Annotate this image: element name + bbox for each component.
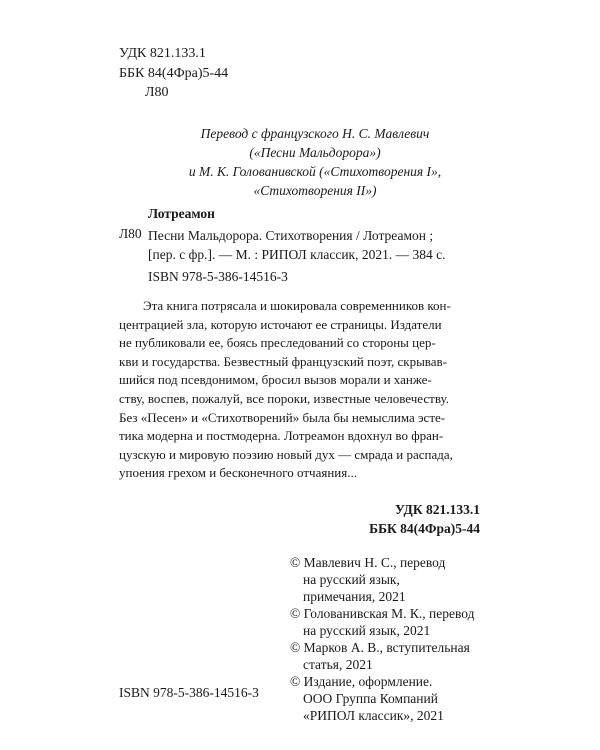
annotation-line: тика модерна и постмодерна. Лотреамон вдохнул во фран- (119, 428, 444, 444)
copyright-line: ООО Группа Компаний (303, 691, 438, 706)
annotation-line: шийся под псевдонимом, бросил вызов морали и ханже- (119, 372, 432, 388)
annotation (119, 297, 489, 483)
copyright-line: © Голованивская М. К., перевод (290, 606, 475, 621)
copyright-line: «РИПОЛ классик», 2021 (303, 708, 444, 723)
copyright-entry (290, 673, 490, 724)
author-name: Лотреамон (148, 206, 215, 221)
bibliographic-description (148, 226, 488, 264)
author-code: Л80 (119, 226, 142, 241)
copyright-line: © Издание, оформление. (290, 674, 433, 689)
header-classification (119, 44, 228, 103)
annotation-line: центрацией зла, которую источают ее страницы. Издатели (119, 316, 442, 332)
annotation-line: Без «Песен» и «Стихотворений» была бы немыслима эсте- (119, 409, 446, 425)
translation-line: Перевод с французского Н. С. Мавлевич (200, 126, 430, 141)
copyright-line: на русский язык, (303, 572, 400, 587)
isbn-footer: ISBN 978-5-386-14516-3 (119, 685, 259, 700)
classification-block (300, 500, 480, 538)
header-bbk: ББК 84(4Фра)5-44 (119, 65, 229, 81)
annotation-line: кви и государства. Безвестный французский поэт, скрывав- (119, 353, 448, 369)
translation-credits (150, 124, 480, 200)
classification-udk: УДК 821.133.1 (395, 502, 480, 517)
annotation-line: Эта книга потрясала и шокировала современников кон- (143, 298, 451, 313)
annotation-line: упоения грехом и бесконечного отчаяния... (119, 465, 357, 481)
translation-line: («Песни Мальдорора») (249, 145, 381, 160)
header-author-code: Л80 (145, 85, 169, 100)
copyright-entry (290, 639, 490, 673)
annotation-line: ству, воспев, пожалуй, все пороки, известные человечеству. (119, 390, 449, 406)
isbn-main: ISBN 978-5-386-14516-3 (148, 269, 288, 284)
translation-line: «Стихотворения II») (253, 183, 377, 198)
copyright-block (290, 554, 490, 724)
copyright-line: примечания, 2021 (303, 589, 406, 604)
annotation-line: цузскую и мировую поэзию новый дух — смрада и распада, (119, 446, 453, 462)
annotation-line: не публиковали ее, боясь преследований со стороны цер- (119, 335, 436, 351)
copyright-line: на русский язык, 2021 (303, 623, 431, 638)
copyright-line: © Мавлевич Н. С., перевод (290, 555, 446, 570)
copyright-entry (290, 554, 490, 605)
classification-bbk: ББК 84(4Фра)5-44 (369, 521, 480, 536)
copyright-entry (290, 605, 490, 639)
header-udk: УДК 821.133.1 (119, 46, 206, 61)
biblio-line: [пер. с фр.]. — М. : РИПОЛ классик, 2021. — 384 с. (148, 247, 446, 262)
biblio-line: Песни Мальдорора. Стихотворения / Лотреамон ; (148, 228, 434, 243)
copyright-line: © Марков А. В., вступительная (290, 640, 470, 655)
translation-line: и М. К. Голованивской («Стихотворения I», (188, 164, 442, 179)
copyright-line: статья, 2021 (303, 657, 373, 672)
